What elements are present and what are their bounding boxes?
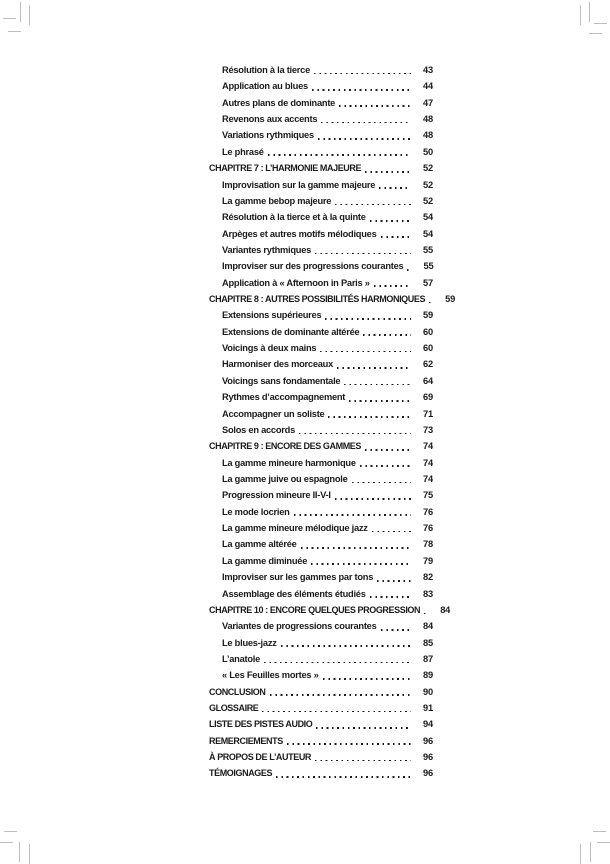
toc-row: [209, 258, 433, 274]
toc-entry-label: REMERCIEMENTS: [209, 735, 283, 746]
toc-entry-label: À PROPOS DE L’AUTEUR: [209, 752, 312, 763]
toc-row: [209, 95, 433, 111]
dot-leader: [360, 465, 411, 467]
dot-leader: [337, 367, 411, 369]
dot-leader: [429, 302, 433, 304]
toc-page-number: 82: [423, 572, 433, 583]
toc-page-number: 84: [423, 621, 433, 632]
toc-page-number: 52: [423, 195, 433, 206]
dot-leader: [377, 580, 411, 582]
toc-page-number: 76: [423, 506, 433, 517]
toc-entry-label: CHAPITRE 9 : ENCORE DES GAMMES: [209, 441, 362, 452]
toc-entry-label: Variantes rythmiques: [222, 244, 312, 255]
toc-page-number: 48: [423, 114, 433, 125]
dot-leader: [424, 613, 428, 615]
crop-mark: [594, 23, 607, 24]
dot-leader: [264, 662, 411, 664]
toc-entry-label: Progression mineure II-V-I: [222, 490, 331, 501]
toc-entry-label: Le mode locrien: [222, 506, 290, 517]
dot-leader: [262, 711, 411, 713]
toc-entry-label: Harmoniser des morceaux: [222, 359, 334, 370]
crop-mark: [589, 2, 590, 22]
toc-page-number: 57: [423, 277, 433, 288]
toc-row: [209, 749, 433, 765]
toc-page-number: 50: [423, 146, 433, 157]
crop-mark: [590, 842, 591, 862]
toc-entry-label: La gamme bebop majeure: [222, 195, 332, 206]
toc-row: [209, 78, 433, 94]
dot-leader: [276, 776, 411, 778]
dot-leader: [301, 547, 411, 549]
toc-row: [209, 700, 433, 716]
dot-leader: [294, 514, 411, 516]
toc-page-number: 59: [445, 294, 456, 305]
toc-page-number: 91: [423, 703, 433, 714]
toc-row: [209, 586, 433, 602]
dot-leader: [365, 171, 411, 173]
toc-page-number: 59: [423, 310, 433, 321]
toc-row: [209, 406, 433, 422]
toc-row: [209, 324, 433, 340]
toc-entry-label: Extensions de dominante altérée: [222, 326, 360, 337]
toc-row: [209, 536, 433, 552]
toc-page-number: 90: [423, 686, 433, 697]
toc-page-number: 96: [423, 752, 433, 763]
toc-entry-label: La gamme altérée: [222, 539, 297, 550]
toc-entry-label: Improvisation sur la gamme majeure: [222, 179, 376, 190]
toc-page-number: 64: [423, 375, 433, 386]
dot-leader: [314, 73, 411, 75]
toc-entry-label: « Les Feuilles mortes »: [222, 670, 319, 681]
toc-entry-label: Assemblage des éléments étudiés: [222, 588, 366, 599]
dot-leader: [320, 351, 411, 353]
dot-leader: [372, 531, 411, 533]
crop-mark: [580, 844, 581, 864]
toc-page-number: 83: [423, 588, 433, 599]
dot-leader: [315, 253, 411, 255]
dot-leader: [325, 318, 411, 320]
toc-page-number: 78: [423, 539, 433, 550]
dot-leader: [379, 187, 411, 189]
toc-entry-label: CONCLUSION: [209, 686, 266, 697]
toc-entry-label: Improviser sur les gammes par tons: [222, 572, 374, 583]
dot-leader: [339, 105, 411, 107]
dot-leader: [315, 760, 411, 762]
dot-leader: [312, 89, 411, 91]
toc-entry-label: Voicings sans fondamentale: [222, 375, 341, 386]
toc-row: [209, 438, 433, 454]
dot-leader: [316, 727, 411, 729]
toc-row: [209, 389, 433, 405]
toc-entry-label: La gamme mineure mélodique jazz: [222, 523, 368, 534]
toc-entry-label: CHAPITRE 10 : ENCORE QUELQUES PROGRESSION: [209, 604, 421, 615]
toc-entry-label: La gamme juive ou espagnole: [222, 473, 348, 484]
toc-page-number: 44: [423, 81, 433, 92]
toc-row: [209, 455, 433, 471]
dot-leader: [270, 694, 412, 696]
crop-mark: [20, 2, 21, 22]
toc-row: [209, 356, 433, 372]
crop-mark: [29, 5, 30, 25]
toc-page-number: 60: [423, 343, 433, 354]
toc-row: [209, 733, 433, 749]
toc-page-number: 85: [423, 637, 433, 648]
toc-row: [209, 226, 433, 242]
toc-entry-label: Le phrasé: [222, 146, 264, 157]
toc-row: [209, 177, 433, 193]
toc-entry-label: CHAPITRE 8 : AUTRES POSSIBILITÉS HARMONIQUES: [209, 294, 426, 305]
toc-row: [209, 127, 433, 143]
toc-page-number: 79: [423, 555, 433, 566]
toc-row: [209, 471, 433, 487]
crop-mark: [580, 5, 581, 25]
toc-entry-label: TÉMOIGNAGES: [209, 768, 273, 779]
toc-entry-label: Variantes de progressions courantes: [222, 621, 377, 632]
toc-row: [209, 618, 433, 634]
toc-row: [209, 307, 433, 323]
toc-row: [209, 651, 433, 667]
toc-page-number: 71: [423, 408, 433, 419]
toc-page-number: 62: [423, 359, 433, 370]
dot-leader: [407, 269, 411, 271]
toc-page-number: 96: [423, 768, 433, 779]
toc-page-number: 55: [423, 261, 434, 272]
toc-entry-label: Variations rythmiques: [222, 130, 314, 141]
crop-mark: [29, 844, 30, 864]
dot-leader: [287, 743, 411, 745]
toc-entry-label: L’anatole: [222, 653, 261, 664]
dot-leader: [311, 563, 411, 565]
toc-row: [209, 422, 433, 438]
toc-page-number: 76: [423, 523, 433, 534]
toc-page-number: 89: [423, 670, 433, 681]
toc-page-number: 84: [440, 604, 451, 615]
toc-page-number: 96: [423, 735, 433, 746]
crop-mark: [597, 842, 610, 843]
dot-leader: [365, 449, 411, 451]
toc-row: [209, 487, 433, 503]
toc-row: [209, 62, 433, 78]
toc-row: [209, 193, 433, 209]
dot-leader: [328, 416, 411, 418]
dot-leader: [268, 154, 411, 156]
dot-leader: [381, 629, 411, 631]
toc-page-number: 87: [423, 653, 433, 664]
toc-page-number: 54: [423, 212, 433, 223]
toc-entry-label: Solos en accords: [222, 424, 295, 435]
table-of-contents: [209, 62, 456, 782]
dot-leader: [381, 236, 411, 238]
toc-row: [209, 144, 433, 160]
toc-row: [209, 111, 433, 127]
toc-page-number: 54: [423, 228, 433, 239]
dot-leader: [281, 645, 411, 647]
toc-page-number: 52: [423, 179, 433, 190]
toc-entry-label: Résolution à la tierce: [222, 65, 311, 75]
toc-row: [209, 635, 433, 651]
dot-leader: [349, 400, 411, 402]
toc-row: [209, 520, 433, 536]
toc-row: [209, 569, 433, 585]
dot-leader: [344, 384, 411, 386]
toc-row: [209, 373, 433, 389]
toc-row: [209, 242, 433, 258]
toc-page-number: 75: [423, 490, 433, 501]
toc-row: [209, 667, 433, 683]
toc-row: [209, 291, 456, 307]
dot-leader: [374, 285, 411, 287]
crop-mark: [593, 831, 606, 832]
toc-page-number: 74: [423, 457, 433, 468]
toc-entry-label: Improviser sur des progressions courantes: [222, 261, 404, 272]
toc-page-number: 48: [423, 130, 433, 141]
toc-row: [209, 684, 433, 700]
toc-entry-label: Accompagner un soliste: [222, 408, 325, 419]
toc-entry-label: La gamme diminuée: [222, 555, 308, 566]
toc-entry-label: La gamme mineure harmonique: [222, 457, 356, 468]
toc-row: [209, 504, 433, 520]
toc-row: [209, 160, 433, 176]
toc-page-number: 60: [423, 326, 433, 337]
toc-page-number: 47: [423, 97, 433, 108]
toc-row: [209, 275, 433, 291]
crop-mark: [3, 18, 16, 19]
toc-entry-label: Résolution à la tierce et à la quinte: [222, 212, 366, 223]
toc-entry-label: Arpèges et autres motifs mélodiques: [222, 228, 377, 239]
toc-entry-label: Autres plans de dominante: [222, 97, 336, 108]
dot-leader: [335, 498, 411, 500]
toc-page-number: 43: [423, 65, 433, 75]
dot-leader: [352, 482, 411, 484]
toc-row: [209, 209, 433, 225]
crop-mark: [0, 842, 13, 843]
dot-leader: [363, 334, 411, 336]
toc-entry-label: Rythmes d’accompagnement: [222, 392, 346, 403]
toc-entry-label: CHAPITRE 7 : L’HARMONIE MAJEURE: [209, 163, 362, 174]
toc-entry-label: Application à « Afternoon in Paris »: [222, 277, 370, 288]
toc-entry-label: Revenons aux accents: [222, 114, 318, 125]
toc-page-number: 52: [423, 163, 433, 174]
toc-row: [209, 553, 433, 569]
toc-row: [209, 602, 451, 618]
toc-entry-label: Le blues-jazz: [222, 637, 277, 648]
toc-entry-label: GLOSSAIRE: [209, 703, 259, 714]
dot-leader: [323, 678, 411, 680]
toc-page-number: 74: [423, 441, 433, 452]
dot-leader: [318, 138, 411, 140]
dot-leader: [321, 122, 411, 124]
toc-page-number: 55: [423, 244, 433, 255]
crop-mark: [8, 31, 21, 32]
toc-page-number: 69: [423, 392, 433, 403]
toc-row: [209, 716, 433, 732]
toc-page-number: 74: [423, 473, 433, 484]
crop-mark: [4, 831, 17, 832]
toc-page-number: 73: [423, 424, 433, 435]
toc-entry-label: LISTE DES PISTES AUDIO: [209, 719, 313, 730]
crop-mark: [589, 33, 602, 34]
toc-row: [209, 340, 433, 356]
toc-page-number: 94: [423, 719, 433, 730]
crop-mark: [19, 842, 20, 862]
dot-leader: [299, 433, 411, 435]
toc-entry-label: Application au blues: [222, 81, 308, 92]
dot-leader: [370, 220, 411, 222]
toc-entry-label: Voicings à deux mains: [222, 343, 317, 354]
toc-entry-label: Extensions supérieures: [222, 310, 322, 321]
dot-leader: [335, 204, 411, 206]
toc-row: [209, 765, 433, 781]
dot-leader: [370, 596, 411, 598]
